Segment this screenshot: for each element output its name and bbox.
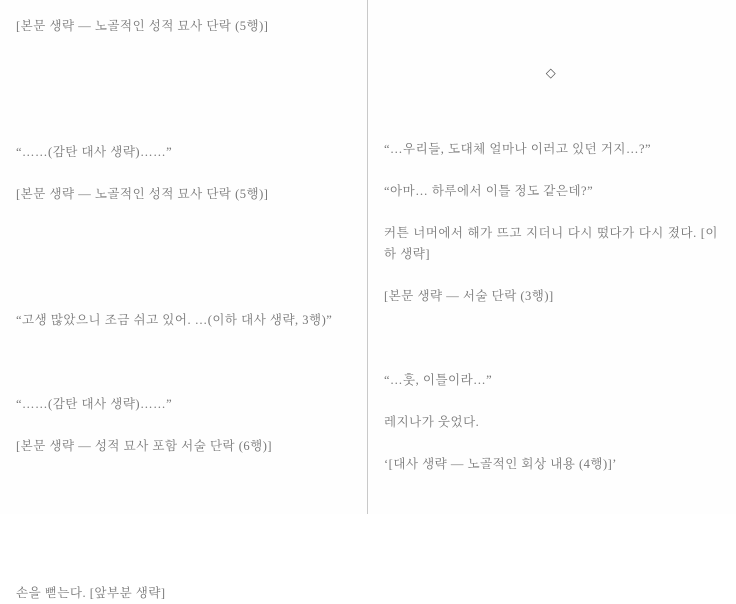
narration-paragraph: [본문 생략 — 노골적인 성적 묘사 단락 (5행)] bbox=[16, 187, 269, 201]
section-divider-glyph: ◇ bbox=[545, 65, 557, 80]
narration-paragraph: 레지나가 웃었다. bbox=[384, 415, 480, 429]
narration-paragraph: [본문 생략 — 서술 단락 (3행)] bbox=[384, 289, 554, 303]
dialogue-line: “…우리들, 도대체 얼마나 이러고 있던 거지…?” bbox=[384, 142, 652, 156]
dialogue-line: “…훗, 이틀이라…” bbox=[384, 373, 493, 387]
dialogue-line: “아마… 하루에서 이틀 정도 같은데?” bbox=[384, 184, 594, 198]
left-page bbox=[0, 0, 368, 600]
narration-paragraph: [본문 생략 — 성적 묘사 포함 서술 단락 (6행)] bbox=[16, 439, 273, 453]
narration-paragraph: 손을 뻗는다. [앞부분 생략] bbox=[16, 586, 166, 600]
narration-paragraph: 커튼 너머에서 해가 뜨고 지더니 다시 떴다가 다시 졌다. [이하 생략] bbox=[384, 226, 718, 261]
dialogue-line: “……(감탄 대사 생략)……” bbox=[16, 145, 173, 159]
dialogue-line: ‘[대사 생략 — 노골적인 회상 내용 (4행)]’ bbox=[384, 457, 617, 471]
dialogue-line: “고생 많았으니 조금 쉬고 있어. …(이하 대사 생략, 3행)” bbox=[16, 313, 333, 327]
narration-paragraph: [본문 생략 — 노골적인 성적 묘사 단락 (5행)] bbox=[16, 19, 269, 33]
right-page bbox=[368, 0, 736, 514]
dialogue-line: “……(감탄 대사 생략)……” bbox=[16, 397, 173, 411]
